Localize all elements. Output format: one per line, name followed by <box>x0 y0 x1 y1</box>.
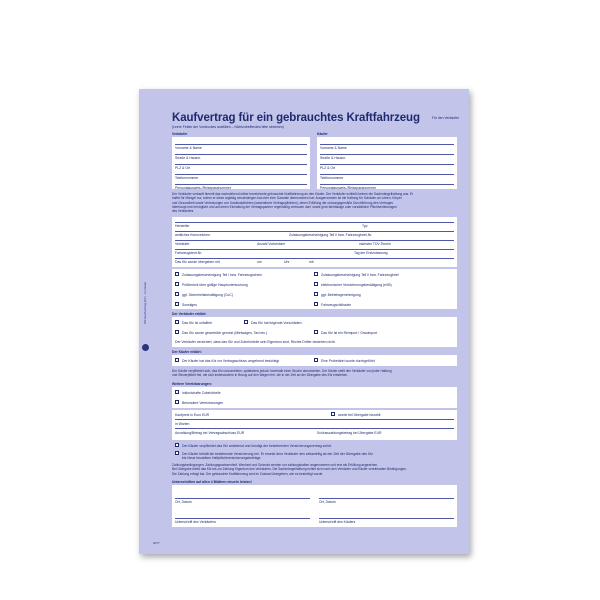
commercial-use-label: Das Kfz wurde gewerblich genutzt (Mietwagen, Taxi etc.) <box>182 331 268 335</box>
signature-note: Unterschriften auf allen 4 Blättern einzeln leisten! <box>172 480 252 484</box>
prior-damage-checkbox[interactable] <box>244 320 248 324</box>
insurance-cancel-label: Der Käufer verpflichtet das Kfz anbietend und kündigt der bestehenden Versicherungsvertrag sofort. <box>182 444 333 448</box>
seller-heading: Verkäufer <box>172 132 188 136</box>
payment-terms-line: Bei Übergabe bleibt das Kfz bis zur Zahlung Eigentum des Verkäufers. Die Sachmängelhaftung richtet sich nach den Verkäufer und Käufer vereinbarten Bedingungen. <box>172 467 407 472</box>
doc-label: ggf. Betriebsgenehmigung <box>321 293 361 297</box>
special-agreements-label: Besondere Vereinbarungen <box>182 401 224 405</box>
doc-label: Zulassungsbescheinigung Teil I bzw. Fahrzeugschein <box>182 273 262 277</box>
brand-logo <box>142 344 149 351</box>
payment-terms-line: Die Zahlung erfolgt bar. Der gebrauchte Kraftfahrzeug wird im Zustand übergeben, wie es besichtigt wurde. <box>172 471 324 476</box>
plate-label: amtliches Kennzeichen <box>175 233 210 237</box>
payment-terms-line: Zahlungsbedingungen: Zahlungsgewissenheit. Wechsel und Schecks werden nur zahlungshalber angenommen und erst als Erfüllung angesehen. <box>172 463 379 467</box>
mileage-label: Verkäufer <box>175 242 190 246</box>
prior-damage-label: Das Kfz hat folgende Vorschäden: <box>251 321 303 325</box>
doc-label: Zulassungsbescheinigung Teil II bzw. Fahrzeugbrief <box>321 273 399 277</box>
doc-label: Sonstiges <box>182 303 197 307</box>
seller-signature-label: Unterschrift des Verkäufers <box>175 520 216 524</box>
deposit-label: Anzahlung/Betrag bei Vertragsabschluss EUR <box>175 431 245 435</box>
inspected-label: Der Käufer hat das Kfz vor Vertragsschluss umgehend besichtigt <box>182 359 280 363</box>
buyer-obligation-line: und Steuerpflicht frei, die sich insbesondere in Bezug auf den Wagen frei, die in der Zeit ab der Übergabe des Kfz entstehen. <box>172 373 349 378</box>
reimport-checkbox[interactable] <box>314 330 318 334</box>
buyer-name-line[interactable] <box>320 144 454 145</box>
copy-note: Für den Verkäufer <box>431 116 459 120</box>
seller-city-label: PLZ & Ort <box>175 166 191 170</box>
rest-label: Schlusszahlungsbetrag bei Übergabe EUR <box>317 431 382 435</box>
manufacturer-label: Hersteller <box>175 224 190 228</box>
accessories-label: Inklusivhafte Zubehörteile <box>182 391 221 395</box>
seller-place-date-line[interactable] <box>175 498 310 499</box>
vin-line[interactable] <box>175 249 454 250</box>
seller-phone-label: Telefonnummer <box>175 176 199 180</box>
accident-free-checkbox[interactable] <box>175 320 179 324</box>
insurance-keep-label-2: bis Neue bezahlten Haftpflichtversicherungsbeiträge. <box>182 456 262 460</box>
buyer-street-line[interactable] <box>320 154 454 155</box>
seller-place-date-label: Ort, Datum <box>175 500 192 504</box>
buyer-place-date-label: Ort, Datum <box>319 500 336 504</box>
registration-label: Zulassungsbescheinigung Teil II bzw. Fahrzeugbrief-Nr. <box>289 233 373 237</box>
words-label: in Worten <box>175 422 190 426</box>
accessories-checkbox[interactable] <box>175 390 179 394</box>
buyer-obligation-line: Der Käufer verpflichtet sich, das Kfz umzumelden, spätestens jedoch innerhalb einer Woche abzumelden. Der Käufer stellt den Verkäufer von jeder Haftung <box>172 369 392 373</box>
vin-line-2[interactable] <box>175 258 454 259</box>
manufacturer-line[interactable] <box>175 222 454 223</box>
buyer-place-date-line[interactable] <box>319 498 454 499</box>
form-code: 0077 <box>153 541 160 545</box>
mileage-line[interactable] <box>175 240 454 241</box>
handover-with-label: mit <box>309 260 314 264</box>
handover-at-label: um <box>257 260 262 264</box>
seller-id-label: Personalausweis-/Reisepassnummer <box>175 186 231 190</box>
doc-checkbox[interactable] <box>314 292 318 296</box>
buyer-heading: Käufer <box>317 132 328 136</box>
doc-label: Fahrzeugschlüsseln <box>321 303 352 307</box>
price-label: Kaufpreis in Euro EUR <box>175 413 210 417</box>
buyer-street-label: Straße & Hausnr. <box>320 156 347 160</box>
seller-city-line[interactable] <box>175 164 307 165</box>
doc-checkbox[interactable] <box>314 302 318 306</box>
buyer-signature-label: Unterschrift des Käufers <box>319 520 356 524</box>
seller-id-line[interactable] <box>175 184 307 185</box>
plate-line[interactable] <box>175 231 454 232</box>
intro-line: überhaupt erst ermöglicht und auf deren Einhaltung der Vertragspartner regelmäßig vertrauen darf, sowie grob fahrlässige oder vorsätzliche Pflichtverletzungen <box>172 204 397 209</box>
handover-time-label: Uhr <box>284 260 290 264</box>
buyer-phone-line[interactable] <box>320 174 454 175</box>
buyer-city-line[interactable] <box>320 164 454 165</box>
payment-terms-paragraph <box>172 463 407 476</box>
owners-label: Anzahl Vorbesitzer <box>257 242 286 246</box>
buyer-signature-line[interactable] <box>319 518 454 519</box>
insurance-keep-label: Der Käufer behält die bestehende Versicherung bei. Er ersetzt dem Verkäufer den zeitanteilig ab der Zeit der Übergabe des Kfz <box>182 452 373 456</box>
special-agreements-checkbox[interactable] <box>175 400 179 404</box>
intro-line: haftet für Mängel nur, sofern er diese arglistig verschwiegen hat oder eine Garantie übernommen hat. Ausgenommen ist die Haftung für Schäden an Leben, Körper <box>172 196 402 201</box>
doc-checkbox[interactable] <box>314 282 318 286</box>
seller-name-line[interactable] <box>175 144 307 145</box>
intro-line: des Verkäufers. <box>172 209 195 214</box>
accident-free-label: Das Kfz ist unfallfrei <box>182 321 212 325</box>
doc-label: Prüfbericht über gültige Hauptuntersuchung <box>182 283 248 287</box>
doc-checkbox[interactable] <box>175 272 179 276</box>
first-reg-label: Tag der Erstzulassung <box>354 251 388 255</box>
buyer-name-label: Vorname & Name <box>320 146 347 150</box>
paid-label: wurde bei Übergabe bezahlt <box>338 413 381 417</box>
price-line[interactable] <box>175 419 454 420</box>
tuv-label: nächster TÜV-Termin <box>359 242 391 246</box>
contract-sheet <box>139 89 469 554</box>
intro-line: Der Verkäufer verkauft hiermit das nachstehend näher bezeichnete gebrauchte Kraftfahrzeug an den Käufer. Der Verkäufer schließt keinen die Sachmängelhaftung aus. Er <box>172 192 414 196</box>
page-title: Kaufvertrag für ein gebrauchtes Kraftfahrzeug <box>172 112 420 124</box>
doc-label: ggf. Sicherheitsbestätigung (CoC) <box>182 293 233 297</box>
buyer-phone-label: Telefonnummer <box>320 176 344 180</box>
paid-checkbox[interactable] <box>331 412 335 416</box>
inspected-checkbox[interactable] <box>175 358 179 362</box>
handover-label: Das Kfz wurde übergeben mit <box>175 260 220 264</box>
seller-street-line[interactable] <box>175 154 307 155</box>
doc-label: elektronischer Versicherungsbestätigung (eVB) <box>321 283 392 287</box>
reimport-label: Das Kfz ist ein Reimport / Grauimport <box>321 331 378 335</box>
seller-name-label: Vorname & Name <box>175 146 202 150</box>
buyer-declares-heading: Der Käufer erklärt: <box>172 350 202 354</box>
doc-checkbox[interactable] <box>314 272 318 276</box>
test-drive-checkbox[interactable] <box>314 358 318 362</box>
type-label: Typ <box>362 224 368 228</box>
insurance-keep-checkbox[interactable] <box>175 451 179 455</box>
vertical-imprint: Kfz-Kaufvertrag (KV) · Formular <box>143 281 147 324</box>
seller-street-label: Straße & Hausnr. <box>175 156 202 160</box>
doc-checkbox[interactable] <box>175 282 179 286</box>
insurance-cancel-checkbox[interactable] <box>175 443 179 447</box>
test-drive-label: Eine Probefahrt wurde durchgeführt <box>321 359 375 363</box>
intro-line: und Gesundheit sowie Verletzungen von Kardinalpflichten (wesentliche Vertragspflichten), deren Erfüllung die ordnungsgemäße Durchführung des Vertrages <box>172 200 393 205</box>
seller-signature-line[interactable] <box>175 518 310 519</box>
page-subtitle: (Leere Felder der Vordruckes ausfüllen – Nichtzutreffendes bitte streichen) <box>172 125 284 129</box>
commercial-use-checkbox[interactable] <box>175 330 179 334</box>
buyer-id-line[interactable] <box>320 184 454 185</box>
vin-label: Fahrzeugident-Nr. <box>175 251 203 255</box>
intro-paragraph <box>172 192 413 213</box>
seller-declares-heading: Der Verkäufer erklärt: <box>172 312 207 316</box>
buyer-id-label: Personalausweis-/Reisepassnummer <box>320 186 376 190</box>
buyer-obligation-paragraph <box>172 369 392 378</box>
words-line[interactable] <box>175 428 454 429</box>
doc-checkbox[interactable] <box>175 302 179 306</box>
payment-box <box>172 410 457 440</box>
doc-checkbox[interactable] <box>175 292 179 296</box>
agreements-heading: Weitere Vereinbarungen: <box>172 382 212 386</box>
buyer-city-label: PLZ & Ort <box>320 166 336 170</box>
seller-phone-line[interactable] <box>175 174 307 175</box>
ownership-assurance: Der Verkäufer versichert, dass das Kfz und Zubehörteile sein Eigentum sind. Rechte Dritter bestehen nicht. <box>175 340 336 344</box>
